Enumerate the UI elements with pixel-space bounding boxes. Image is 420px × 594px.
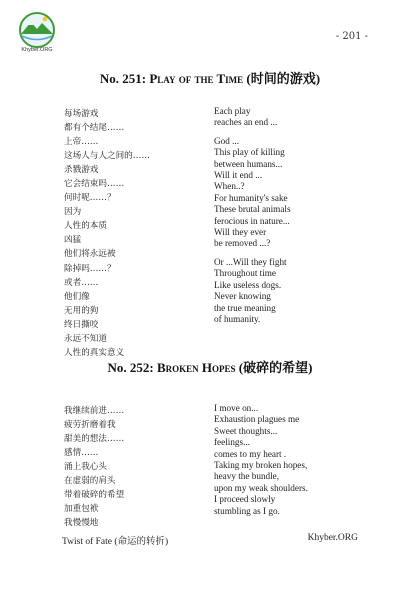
poem-line: For humanity's sake	[214, 192, 288, 203]
poem-line: Sweet thoughts...	[214, 425, 278, 436]
poem-line: 在虚弱的肩头	[64, 476, 116, 487]
poem-252-chinese-title: (破碎的希望)	[238, 360, 313, 375]
poem-252-chinese-text	[64, 404, 124, 530]
poem-line: 疲劳折磨着我	[64, 420, 116, 431]
poem-251-english-text	[214, 106, 291, 325]
poem-line: the true meaning	[214, 302, 276, 313]
poem-line: be removed ...?	[214, 238, 271, 249]
poem-line: Throughout time	[214, 268, 277, 279]
poem-line: feelings...	[214, 437, 250, 448]
poem-252-number: No. 252:	[107, 360, 157, 375]
poem-line: 都有个结尾……	[64, 123, 125, 134]
poem-line: upon my weak shoulders.	[214, 482, 308, 493]
poem-line: 我慢慢地	[64, 518, 99, 529]
poem-line: ferocious in nature...	[214, 215, 290, 226]
poem-line: 或者……	[64, 277, 99, 288]
poem-line: 因为	[64, 207, 82, 218]
poem-line: 凶猛	[64, 235, 82, 246]
poem-line: 人性的真实意义	[64, 347, 125, 358]
poem-line: Each play	[214, 106, 251, 116]
poem-line: 他们将永远被	[64, 249, 116, 260]
poem-line: stumbling as I go.	[214, 505, 280, 516]
poem-251-chinese-title: (时间的游戏)	[246, 71, 321, 86]
poem-line: Or ...Will they fight	[214, 256, 287, 267]
poem-line: 我继续前进……	[64, 406, 125, 416]
poem-line: 每场游戏	[64, 109, 99, 119]
poem-line: 永远不知道	[64, 333, 107, 344]
poem-line: 人性的本质	[64, 221, 107, 232]
poem-line: comes to my heart .	[214, 448, 287, 459]
poem-line: of humanity.	[214, 313, 261, 324]
stanza-gap	[214, 129, 291, 136]
poem-line: 何时呢……？	[64, 193, 116, 204]
poem-line: Will they ever	[214, 227, 267, 238]
poem-line: 除掉吗……？	[64, 263, 116, 274]
poem-line: 甜美的想法……	[64, 434, 125, 445]
poem-line: 加重包袱	[64, 504, 99, 515]
poem-252-title	[0, 357, 420, 376]
poem-252-english-text	[214, 403, 308, 517]
poem-line: 这场人与人之间的……	[64, 151, 150, 162]
poem-line: When..?	[214, 181, 245, 192]
poem-line: I move on...	[214, 403, 259, 413]
poem-line: reaches an end ...	[214, 117, 278, 128]
poem-line: between humans...	[214, 158, 283, 169]
poem-251-chinese-text	[64, 107, 150, 360]
page-number: - 201 -	[335, 31, 368, 42]
poem-line: I proceed slowly	[214, 494, 276, 505]
poem-line: 上帝……	[64, 137, 99, 148]
poem-line: heavy the bundle,	[214, 471, 280, 482]
poem-line: Like useless dogs.	[214, 279, 282, 290]
poem-line: 他们像	[64, 291, 90, 302]
poem-line: 感情……	[64, 448, 99, 459]
poem-line: Will it end ...	[214, 170, 263, 181]
poem-251-english-title: Play of the Time	[149, 71, 244, 86]
poem-line: 它会结束吗……	[64, 179, 125, 190]
poem-line: 涌上我心头	[64, 462, 107, 473]
poem-line: 终日撕咬	[64, 319, 99, 330]
poem-252-english-title: Broken Hopes	[157, 360, 236, 375]
poem-line: 带着破碎的希望	[64, 490, 125, 501]
poem-line: 无用的狗	[64, 305, 99, 316]
poem-line: Exhaustion plagues me	[214, 414, 300, 425]
footer-site: Khyber.ORG	[307, 533, 358, 543]
logo-text: Khyber.ORG	[21, 47, 53, 53]
poem-line: This play of killing	[214, 147, 285, 158]
stanza-gap	[214, 250, 291, 257]
poem-line: These brutal animals	[214, 204, 291, 215]
poem-line: God ...	[214, 135, 240, 146]
footer-book-title: Twist of Fate (命运的转折)	[62, 537, 169, 547]
poem-line: Taking my broken hopes,	[214, 460, 308, 471]
poem-251-title	[0, 68, 420, 87]
poem-line: Never knowing	[214, 291, 271, 302]
poem-251-number: No. 251:	[99, 71, 150, 86]
poem-line: 杀戮游戏	[64, 165, 99, 176]
